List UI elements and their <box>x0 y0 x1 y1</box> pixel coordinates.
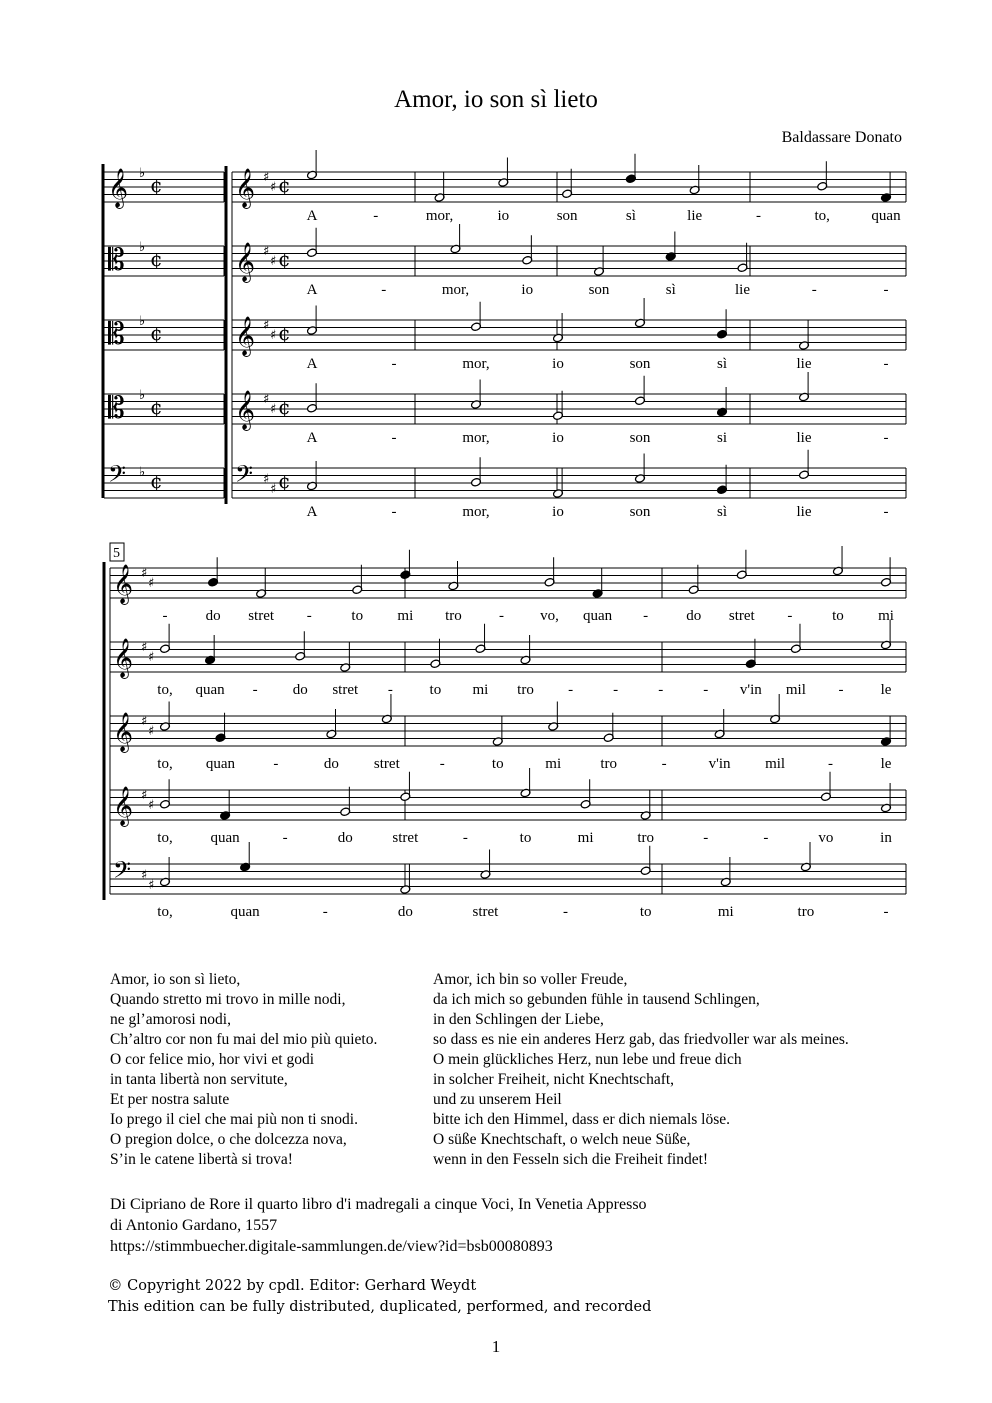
source-url: https://stimmbuecher.digitale-sammlungen.de/view?id=bsb00080893 <box>110 1238 553 1255</box>
sharp-icon: ♯ <box>270 328 277 343</box>
lyric-syllable: sì <box>716 356 728 372</box>
lyric-syllable: to <box>351 608 364 624</box>
sharp-icon: ♯ <box>263 244 270 259</box>
lyric-syllable: vo <box>818 830 834 846</box>
lyric-syllable: mi <box>472 682 489 698</box>
lyric-syllable: stret <box>373 756 400 772</box>
lyric-syllable: do <box>337 830 353 846</box>
lyric-syllable: A <box>306 282 318 298</box>
flat-icon: ♭ <box>139 465 146 480</box>
lyric-syllable: - <box>322 904 328 920</box>
lyric-syllable: quan <box>583 608 613 624</box>
cut-time-icon: ¢ <box>278 247 291 271</box>
score-system-2 <box>104 543 906 920</box>
poem-line: S’in le catene libertà si trova! <box>110 1151 293 1168</box>
lyric-syllable: son <box>588 282 610 298</box>
bass-clef-icon: 𝄢 <box>235 460 254 493</box>
lyric-syllable: - <box>613 682 619 698</box>
lyric-syllable: - <box>661 756 667 772</box>
flat-icon: ♭ <box>139 166 146 181</box>
lyric-syllable: - <box>763 830 769 846</box>
sharp-icon: ♯ <box>263 170 270 185</box>
lyric-syllable: stret <box>472 904 499 920</box>
lyric-syllable: mi <box>397 608 414 624</box>
treble-clef-icon: 𝄞 <box>113 786 134 826</box>
lyric-syllable: son <box>629 356 651 372</box>
lyric-syllable: - <box>462 830 468 846</box>
poem-line: in solcher Freiheit, nicht Knechtschaft, <box>433 1071 675 1088</box>
alto-clef-icon: 𝄡 <box>108 243 125 278</box>
poem-line: wenn in den Fesseln sich die Freiheit findet! <box>433 1151 709 1168</box>
lyric-syllable: io <box>497 208 510 224</box>
lyric-syllable: - <box>563 904 569 920</box>
lyric-syllable: quan <box>205 756 236 772</box>
poem-line: bitte ich den Himmel, dass er dich niemals löse. <box>433 1111 731 1128</box>
lyric-syllable: - <box>643 608 649 624</box>
lyric-syllable: - <box>568 682 574 698</box>
lyric-syllable: tro <box>517 682 534 698</box>
score-system-1 <box>103 150 906 520</box>
sharp-icon: ♯ <box>148 576 155 591</box>
poem-line: O pregion dolce, o che dolcezza nova, <box>110 1131 347 1148</box>
sharp-icon: ♯ <box>141 640 148 655</box>
lyric-syllable: si <box>716 430 728 446</box>
sharp-icon: ♯ <box>270 180 277 195</box>
lyric-syllable: tro <box>600 756 618 772</box>
sharp-icon: ♯ <box>148 878 155 893</box>
lyric-syllable: to, <box>157 682 173 698</box>
lyric-syllable: - <box>703 682 709 698</box>
lyric-syllable: le <box>880 756 892 772</box>
poem-italian <box>110 970 377 1170</box>
treble-clef-icon: 𝄞 <box>235 316 256 356</box>
lyric-syllable: mil <box>785 682 806 698</box>
lyric-syllable: A <box>306 430 318 446</box>
copyright-line: © Copyright 2022 by cpdl. Editor: Gerhard Weydt <box>108 1278 477 1294</box>
sharp-icon: ♯ <box>141 566 148 581</box>
treble-clef-icon: 𝄞 <box>235 242 256 282</box>
lyric-syllable: to <box>519 830 532 846</box>
lyric-syllable: - <box>883 904 889 920</box>
measure-number: 5 <box>113 546 120 561</box>
lyric-syllable: io <box>521 282 534 298</box>
lyric-syllable: - <box>838 682 844 698</box>
lyric-syllable: io <box>552 430 564 446</box>
lyric-syllable: mor, <box>441 282 470 298</box>
lyric-syllable: to, <box>157 904 173 920</box>
lyric-syllable: A <box>306 208 318 224</box>
lyric-syllable: A <box>306 504 318 520</box>
lyric-syllable: - <box>883 430 889 446</box>
lyric-syllable: mi <box>545 756 562 772</box>
lyric-syllable: io <box>552 504 564 520</box>
license-line: This edition can be fully distributed, duplicated, performed, and recorded <box>108 1299 652 1315</box>
lyric-syllable: - <box>273 756 279 772</box>
lyric-syllable: mi <box>717 904 734 920</box>
cut-time-icon: ¢ <box>278 173 291 197</box>
sharp-icon: ♯ <box>148 724 155 739</box>
lyric-syllable: tro <box>445 608 462 624</box>
poem-line: Io prego il ciel che mai più non ti snodi. <box>110 1111 358 1128</box>
lyric-syllable: lie <box>796 430 812 446</box>
lyric-syllable: - <box>498 608 504 624</box>
lyric-syllable: - <box>306 608 312 624</box>
lyric-syllable: mor, <box>462 356 490 372</box>
lyric-syllable: - <box>883 504 889 520</box>
cut-time-icon: ¢ <box>150 247 163 271</box>
lyric-syllable: - <box>883 282 889 298</box>
lyric-syllable: mor, <box>462 504 490 520</box>
bass-clef-icon: 𝄢 <box>108 460 127 493</box>
sharp-icon: ♯ <box>263 318 270 333</box>
lyric-syllable: do <box>686 608 702 624</box>
sharp-icon: ♯ <box>270 482 277 497</box>
lyric-syllable: stret <box>332 682 359 698</box>
lyric-syllable: - <box>439 756 445 772</box>
lyric-syllable: - <box>755 208 761 224</box>
lyric-syllable: to, <box>814 208 830 224</box>
lyric-syllable: - <box>162 608 168 624</box>
sharp-icon: ♯ <box>148 650 155 665</box>
treble-clef-icon: 𝄞 <box>113 712 134 752</box>
poem-line: Et per nostra salute <box>110 1091 230 1108</box>
treble-clef-icon: 𝄞 <box>235 168 256 208</box>
sharp-icon: ♯ <box>270 402 277 417</box>
lyric-syllable: sì <box>625 208 636 224</box>
lyric-syllable: tro <box>797 904 815 920</box>
sharp-icon: ♯ <box>141 788 148 803</box>
lyric-syllable: quan <box>210 830 240 846</box>
lyric-syllable: - <box>787 608 793 624</box>
lyric-syllable: in <box>880 830 892 846</box>
lyric-syllable: stret <box>392 830 419 846</box>
lyric-syllable: do <box>397 904 413 920</box>
lyric-syllable: quan <box>871 208 901 224</box>
lyric-syllable: lie <box>796 356 812 372</box>
sharp-icon: ♯ <box>263 472 270 487</box>
lyric-syllable: - <box>883 356 889 372</box>
cut-time-icon: ¢ <box>278 395 291 419</box>
lyric-syllable: v'in <box>708 756 731 772</box>
treble-clef-icon: 𝄞 <box>113 564 134 604</box>
alto-clef-icon: 𝄡 <box>108 317 125 352</box>
poem-line: Quando stretto mi trovo in mille nodi, <box>110 991 346 1008</box>
lyric-syllable: A <box>306 356 318 372</box>
sharp-icon: ♯ <box>270 254 277 269</box>
lyric-syllable: to, <box>157 830 173 846</box>
flat-icon: ♭ <box>139 240 146 255</box>
lyric-syllable: mi <box>577 830 594 846</box>
alto-clef-icon: 𝄡 <box>108 391 125 426</box>
lyric-syllable: io <box>552 356 564 372</box>
lyric-syllable: - <box>381 282 387 298</box>
treble-clef-icon: 𝄞 <box>235 390 256 430</box>
bass-clef-icon: 𝄢 <box>113 856 132 889</box>
lyric-syllable: lie <box>796 504 812 520</box>
lyric-syllable: - <box>252 682 258 698</box>
lyric-syllable: tro <box>637 830 655 846</box>
composer-name: Baldassare Donato <box>781 129 902 146</box>
lyric-syllable: to <box>832 608 844 624</box>
lyric-syllable: quan <box>195 682 225 698</box>
lyric-syllable: lie <box>687 208 703 224</box>
poem-line: Amor, ich bin so voller Freude, <box>433 971 628 988</box>
lyric-syllable: quan <box>230 904 260 920</box>
source-line: di Antonio Gardano, 1557 <box>110 1217 278 1234</box>
lyric-syllable: do <box>323 756 339 772</box>
sharp-icon: ♯ <box>148 798 155 813</box>
cut-time-icon: ¢ <box>278 321 291 345</box>
flat-icon: ♭ <box>139 388 146 403</box>
lyric-syllable: sì <box>665 282 676 298</box>
lyric-syllable: - <box>658 682 664 698</box>
lyric-syllable: do <box>205 608 221 624</box>
poem-line: Amor, io son sì lieto, <box>110 971 241 988</box>
lyric-syllable: v'in <box>739 682 762 698</box>
lyric-syllable: do <box>292 682 308 698</box>
page-number: 1 <box>491 1337 501 1356</box>
lyric-syllable: - <box>282 830 288 846</box>
cut-time-icon: ¢ <box>150 321 163 345</box>
poem-line: und zu unserem Heil <box>433 1091 562 1108</box>
lyric-syllable: lie <box>735 282 750 298</box>
lyric-syllable: - <box>373 208 379 224</box>
cut-time-icon: ¢ <box>150 395 163 419</box>
lyric-syllable: to, <box>157 756 173 772</box>
copyright-notice <box>108 1276 651 1318</box>
lyric-syllable: stret <box>728 608 755 624</box>
lyric-syllable: mil <box>765 756 786 772</box>
sharp-icon: ♯ <box>141 714 148 729</box>
poem-line: Ch’altro cor non fu mai del mio più quieto. <box>110 1031 378 1048</box>
poem-line: so dass es nie ein anderes Herz gab, das friedvoller war als meines. <box>433 1031 849 1048</box>
lyric-syllable: to <box>429 682 442 698</box>
poem-line: O süße Knechtschaft, o welch neue Süße, <box>433 1131 691 1148</box>
poem-line: O mein glückliches Herz, nun lebe und freue dich <box>433 1051 742 1068</box>
lyric-syllable: mor, <box>462 430 490 446</box>
lyric-syllable: to <box>639 904 652 920</box>
cut-time-icon: ¢ <box>278 469 291 493</box>
lyric-syllable: - <box>811 282 817 298</box>
source-line: Di Cipriano de Rore il quarto libro d'i madregali a cinque Voci, In Venetia Appresso <box>110 1196 647 1213</box>
cut-time-icon: ¢ <box>150 469 163 493</box>
poem-line: in den Schlingen der Liebe, <box>433 1011 604 1028</box>
piece-title: Amor, io son sì lieto <box>394 86 598 113</box>
lyric-syllable: son <box>556 208 578 224</box>
sharp-icon: ♯ <box>141 868 148 883</box>
poem-german <box>433 970 849 1170</box>
lyric-syllable: stret <box>248 608 275 624</box>
sharp-icon: ♯ <box>263 392 270 407</box>
lyric-syllable: mi <box>878 608 894 624</box>
lyric-syllable: vo, <box>540 608 559 624</box>
lyric-syllable: son <box>629 504 651 520</box>
lyric-syllable: - <box>391 504 397 520</box>
source-citation <box>110 1194 647 1257</box>
lyric-syllable: son <box>629 430 651 446</box>
lyric-syllable: - <box>391 356 397 372</box>
cut-time-icon: ¢ <box>150 173 163 197</box>
poem-line: da ich mich so gebunden fühle in tausend Schlingen, <box>433 991 760 1008</box>
lyric-syllable: to <box>491 756 504 772</box>
lyric-syllable: sì <box>716 504 728 520</box>
lyric-syllable: - <box>391 430 397 446</box>
lyric-syllable: - <box>387 682 393 698</box>
poem-line: in tanta libertà non servitute, <box>110 1071 288 1088</box>
poem-line: O cor felice mio, hor vivi et godi <box>110 1051 315 1068</box>
lyric-syllable: le <box>880 682 892 698</box>
flat-icon: ♭ <box>139 314 146 329</box>
poem-line: ne gl’amorosi nodi, <box>110 1011 231 1028</box>
treble-clef-icon: 𝄞 <box>108 168 129 208</box>
lyric-syllable: - <box>828 756 834 772</box>
treble-clef-icon: 𝄞 <box>113 638 134 678</box>
lyric-syllable: - <box>703 830 709 846</box>
lyric-syllable: mor, <box>425 208 454 224</box>
